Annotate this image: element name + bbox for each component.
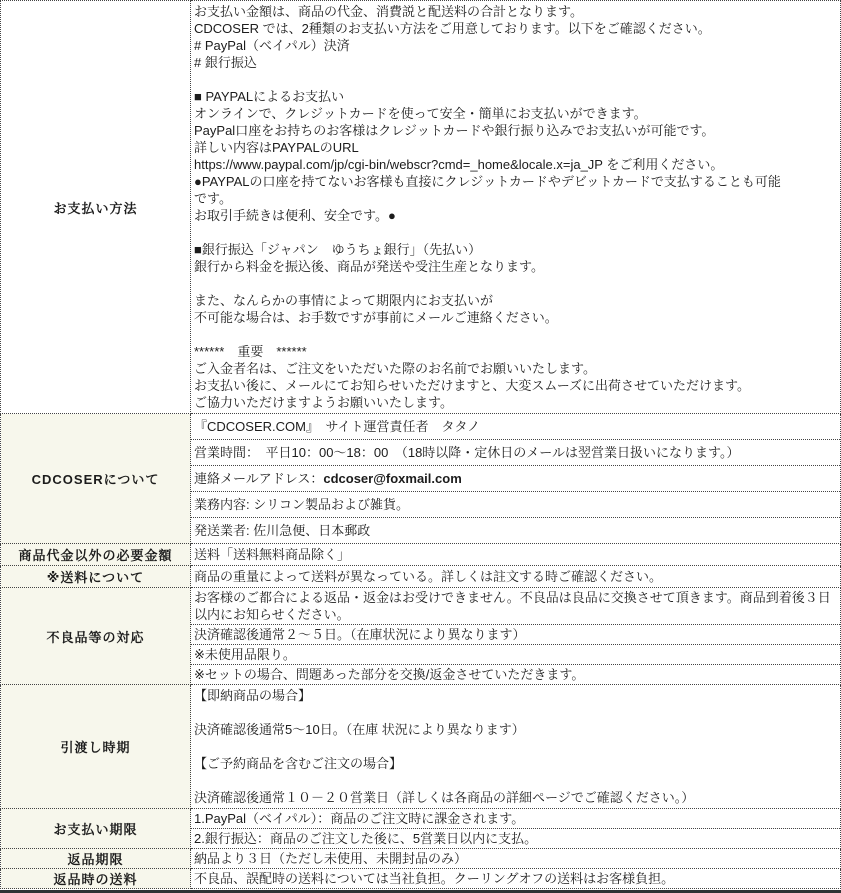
text-line: 銀行から料金を振込後、商品が発送や受注生産となります。 xyxy=(194,259,544,274)
row-payment-method-header: お支払い方法 xyxy=(1,1,191,414)
text-line: 商品の重量によって送料が異なっている。詳しくは註文する時ご確認ください。 xyxy=(194,569,663,584)
text-line: 1.PayPal（ベイパル）：商品のご注文時に課金されます。 xyxy=(194,811,525,826)
text-line xyxy=(194,704,837,721)
row-extra-fees-header: 商品代金以外の必要金額 xyxy=(1,544,191,566)
sub-cell xyxy=(191,869,840,888)
row-payment-method-content xyxy=(191,1,841,414)
text-line xyxy=(194,275,837,292)
row-about-cdcoser xyxy=(1,414,841,544)
text-line: です。 xyxy=(194,191,232,206)
text-line: 【ご予約商品を含むご注文の場合】 xyxy=(194,756,403,771)
text-line: # PayPal（ベイパル）決済 xyxy=(194,38,350,53)
row-return-deadline-content xyxy=(191,849,841,869)
row-about-cdcoser-header: CDCOSERについて xyxy=(1,414,191,544)
row-return-deadline-header: 返品期限 xyxy=(1,849,191,869)
text-line: また、なんらかの事情によって期限内にお支払いが xyxy=(194,293,494,308)
contact-email-label: 連絡メールアドレス： xyxy=(194,471,324,486)
row-extra-fees-content xyxy=(191,544,841,566)
text-line: オンラインで、クレジットカードを使って安全・簡単にお支払いができます。 xyxy=(194,106,647,121)
row-delivery-time-content xyxy=(191,685,841,809)
sub-cell xyxy=(191,665,840,684)
text-line: 業務内容: シリコン製品および雑貨。 xyxy=(194,497,409,512)
row-delivery-time-header: 引渡し時期 xyxy=(1,685,191,809)
row-shipping-note xyxy=(1,566,841,588)
text-line: 不良品、誤配時の送料については当社負担。クーリングオフの送料はお客様負担。 xyxy=(194,871,675,886)
text-line: 2.銀行振込：商品のご注文した後に、5営業日以内に支払。 xyxy=(194,831,538,846)
sub-cell xyxy=(191,685,840,808)
text-line: ※セットの場合、問題あった部分を交換/返金させていただきます。 xyxy=(194,667,585,682)
row-payment-deadline-content xyxy=(191,809,841,849)
row-payment-deadline-header: お支払い期限 xyxy=(1,809,191,849)
sub-cell xyxy=(191,829,840,848)
sub-cell xyxy=(191,440,840,466)
text-line xyxy=(194,224,837,241)
sub-cell xyxy=(191,492,840,518)
text-line: ●PAYPALの口座を持てないお客様も直接にクレジットカードやデビットカードで支払することも可能 xyxy=(194,174,781,189)
text-line: 発送業者: 佐川急便、日本郵政 xyxy=(194,523,371,538)
row-payment-deadline xyxy=(1,809,841,849)
text-line: お支払い後に、メールにてお知らせいただけますと、大変スムーズに出荷させていただけます。 xyxy=(194,378,751,393)
text-line: ■ PAYPALによるお支払い xyxy=(194,89,345,104)
text-line: # 銀行振込 xyxy=(194,55,257,70)
text-line: 決済確認後通常5～10日。（在庫 状況により異なります） xyxy=(194,722,525,737)
row-defective-items xyxy=(1,588,841,685)
shop-policy-table-body xyxy=(1,1,841,889)
row-return-shipping xyxy=(1,869,841,889)
text-line: 【即納商品の場合】 xyxy=(194,688,312,703)
row-shipping-note-header: ※送料について xyxy=(1,566,191,588)
sub-cell xyxy=(191,849,840,868)
text-line: 送料「送料無料商品除く」 xyxy=(194,547,351,562)
text-line: 決済確認後通常１０－２０営業日（詳しくは各商品の詳細ページでご確認ください。） xyxy=(194,790,695,805)
row-delivery-time xyxy=(1,685,841,809)
row-payment-method xyxy=(1,1,841,414)
contact-email-value: cdcoser@foxmail.com xyxy=(323,471,462,486)
row-defective-items-header: 不良品等の対応 xyxy=(1,588,191,685)
sub-cell xyxy=(191,625,840,645)
row-return-shipping-content xyxy=(191,869,841,889)
text-line: ※未使用品限り。 xyxy=(194,647,296,662)
row-defective-items-content xyxy=(191,588,841,685)
sub-cell xyxy=(191,466,840,492)
text-line: 決済確認後通常２～５日。（在庫状況により異なります） xyxy=(194,627,526,642)
text-line: 不可能な場合は、お手数ですが事前にメールご連絡ください。 xyxy=(194,310,558,325)
row-return-shipping-header: 返品時の送料 xyxy=(1,869,191,889)
text-line xyxy=(194,326,837,343)
text-line: ご入金者名は、ご注文をいただいた際のお名前でお願いいたします。 xyxy=(194,361,596,376)
text-line: CDCOSER では、2種類のお支払い方法をご用意しております。以下をご確認ください。 xyxy=(194,21,711,36)
row-return-deadline xyxy=(1,849,841,869)
sub-cell xyxy=(191,1,840,413)
text-line xyxy=(194,71,837,88)
text-line xyxy=(194,738,837,755)
text-line: PayPal口座をお持ちのお客様はクレジットカードや銀行振り込みでお支払いが可能です。 xyxy=(194,123,715,138)
text-line: 納品より３日（ただし未使用、未開封品のみ） xyxy=(194,851,468,866)
text-line: https://www.paypal.com/jp/cgi-bin/webscr?cmd=_home&locale.x=ja_JP をご利用ください。 xyxy=(194,157,724,172)
text-line: ご協力いただけますようお願いいたします。 xyxy=(194,395,453,410)
text-line: 『CDCOSER.COM』 サイト運営責任者 タタノ xyxy=(194,419,481,434)
text-line: ****** 重要 ****** xyxy=(194,344,307,359)
sub-cell xyxy=(191,544,840,565)
sub-cell xyxy=(191,518,840,543)
text-line xyxy=(194,470,837,487)
row-about-cdcoser-content xyxy=(191,414,841,544)
text-line: ■銀行振込「ジャパン ゆうちょ銀行」（先払い） xyxy=(194,242,482,257)
text-line: お取引手続きは便利、安全です。● xyxy=(194,208,396,223)
text-line: 営業時間： 平日10：00～18：00 （18時以降・定休日のメールは翌営業日扱いになります。） xyxy=(194,445,740,460)
text-line: お客様のご都合による返品・返金はお受けできません。不良品は良品に交換させて頂きます。商品到着後３日以内にお知らせください。 xyxy=(194,590,831,622)
text-line xyxy=(194,772,837,789)
row-extra-fees xyxy=(1,544,841,566)
text-line: 詳しい内容はPAYPALのURL xyxy=(194,140,359,155)
sub-cell xyxy=(191,645,840,665)
text-line: お支払い金額は、商品の代金、消費説と配送料の合計となります。 xyxy=(194,4,583,19)
row-shipping-note-content xyxy=(191,566,841,588)
sub-cell xyxy=(191,414,840,440)
sub-cell xyxy=(191,809,840,829)
sub-cell xyxy=(191,588,840,625)
sub-cell xyxy=(191,566,840,587)
